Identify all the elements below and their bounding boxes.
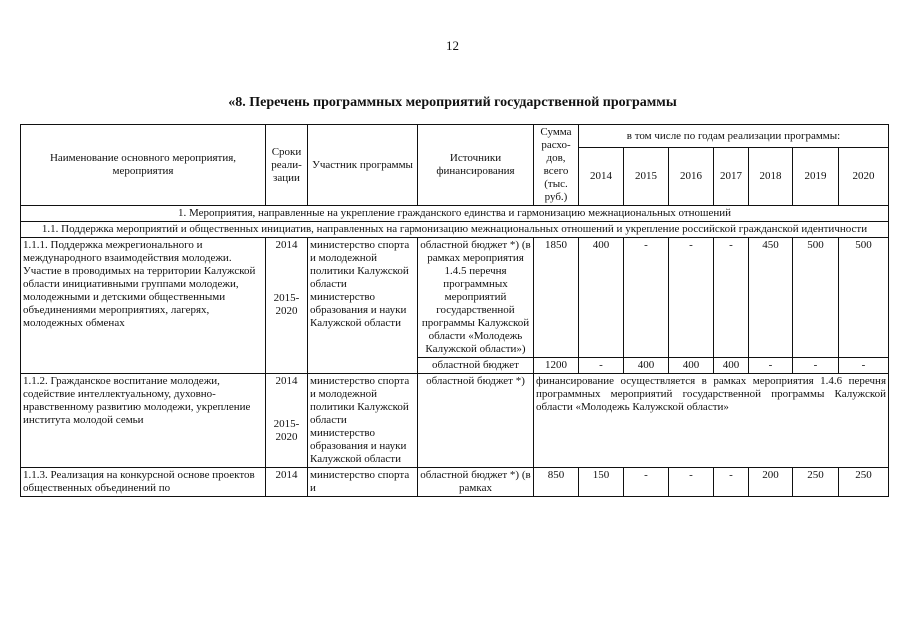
year-value: -: [793, 358, 839, 374]
total-sum: 1200: [534, 358, 579, 374]
funding-source: областной бюджет *) (в рамках мероприятия 1.4.5 перечня программных мероприятий государственной программы Калужской области «Молодежь Калужской области»): [418, 238, 534, 358]
year-value: 400: [579, 238, 624, 358]
col-header-year: 2014: [579, 148, 624, 206]
year-value: 400: [624, 358, 669, 374]
funding-note: финансирование осуществляется в рамках мероприятия 1.4.6 перечня программных мероприятий государственной программы Калужской области «Молодежь Калужской области»: [534, 374, 889, 468]
document-title: «8. Перечень программных мероприятий государственной программы: [228, 95, 677, 110]
funding-source: областной бюджет *): [418, 374, 534, 468]
year-value: 250: [793, 468, 839, 497]
table-row: [21, 238, 889, 358]
col-header-terms: Сроки реали- зации: [266, 125, 308, 206]
term-start: 2014: [275, 239, 298, 251]
year-value: -: [669, 468, 714, 497]
year-value: 450: [749, 238, 793, 358]
program-activities-table: [20, 124, 889, 497]
term-range: 2015- 2020: [273, 292, 300, 317]
total-sum: 850: [534, 468, 579, 497]
col-header-sources: Источники финансирования: [418, 125, 534, 206]
year-value: -: [624, 238, 669, 358]
participant-1: министерство спорта и молодежной политики Калужской области: [310, 239, 410, 290]
year-value: -: [839, 358, 889, 374]
col-header-year: 2020: [839, 148, 889, 206]
activity-participant: министерство спорта и: [308, 468, 418, 497]
activity-name: 1.1.1. Поддержка межрегионального и международного взаимодействия молодежи. Участие в проводимых на территории Калужской области инициативными группами молодежи, молодежными и детскими общественными объединениями мероприятиях, лагерях, молодежных обменах: [21, 238, 266, 374]
col-header-year: 2018: [749, 148, 793, 206]
col-header-year: 2016: [669, 148, 714, 206]
col-header-year: 2015: [624, 148, 669, 206]
year-value: -: [714, 468, 749, 497]
activity-terms: [266, 374, 308, 468]
year-value: 150: [579, 468, 624, 497]
col-header-year: 2017: [714, 148, 749, 206]
activity-terms: 2014: [266, 468, 308, 497]
year-value: 400: [669, 358, 714, 374]
year-value: -: [749, 358, 793, 374]
year-value: -: [669, 238, 714, 358]
page-number: 12: [446, 38, 459, 53]
funding-source: областной бюджет: [418, 358, 534, 374]
year-value: 200: [749, 468, 793, 497]
term-start: 2014: [275, 375, 298, 387]
participant-2: министерство образования и науки Калужской области: [310, 427, 407, 465]
year-value: -: [624, 468, 669, 497]
col-header-by-years: в том числе по годам реализации программы:: [579, 125, 889, 148]
col-header-sum: Сумма расхо- дов, всего (тыс. руб.): [534, 125, 579, 206]
table-row: [21, 468, 889, 497]
subsection-heading: 1.1. Поддержка мероприятий и общественных инициатив, направленных на гармонизацию межнациональных отношений и укрепление российской гражданской идентичности: [21, 222, 889, 238]
activity-participant: [308, 238, 418, 374]
col-header-year: 2019: [793, 148, 839, 206]
col-header-participant: Участник программы: [308, 125, 418, 206]
activity-participant: [308, 374, 418, 468]
year-value: 500: [839, 238, 889, 358]
year-value: 250: [839, 468, 889, 497]
year-value: 400: [714, 358, 749, 374]
term-range: 2015- 2020: [273, 418, 300, 443]
funding-source: областной бюджет *) (в рамках: [418, 468, 534, 497]
total-sum: 1850: [534, 238, 579, 358]
year-value: -: [714, 238, 749, 358]
participant-2: министерство образования и науки Калужской области: [310, 291, 407, 329]
year-value: -: [579, 358, 624, 374]
participant-1: министерство спорта и молодежной политики Калужской области: [310, 375, 410, 426]
activity-terms: [266, 238, 308, 374]
year-value: 500: [793, 238, 839, 358]
activity-name: 1.1.2. Гражданское воспитание молодежи, содействие интеллектуальному, духовно-нравственному развитию молодежи, укрепление института молодой семьи: [21, 374, 266, 468]
section-heading: 1. Мероприятия, направленные на укрепление гражданского единства и гармонизацию межнациональных отношений: [21, 206, 889, 222]
activity-name: 1.1.3. Реализация на конкурсной основе проектов общественных объединений по: [21, 468, 266, 497]
col-header-name: Наименование основного мероприятия, мероприятия: [21, 125, 266, 206]
table-row: [21, 374, 889, 468]
